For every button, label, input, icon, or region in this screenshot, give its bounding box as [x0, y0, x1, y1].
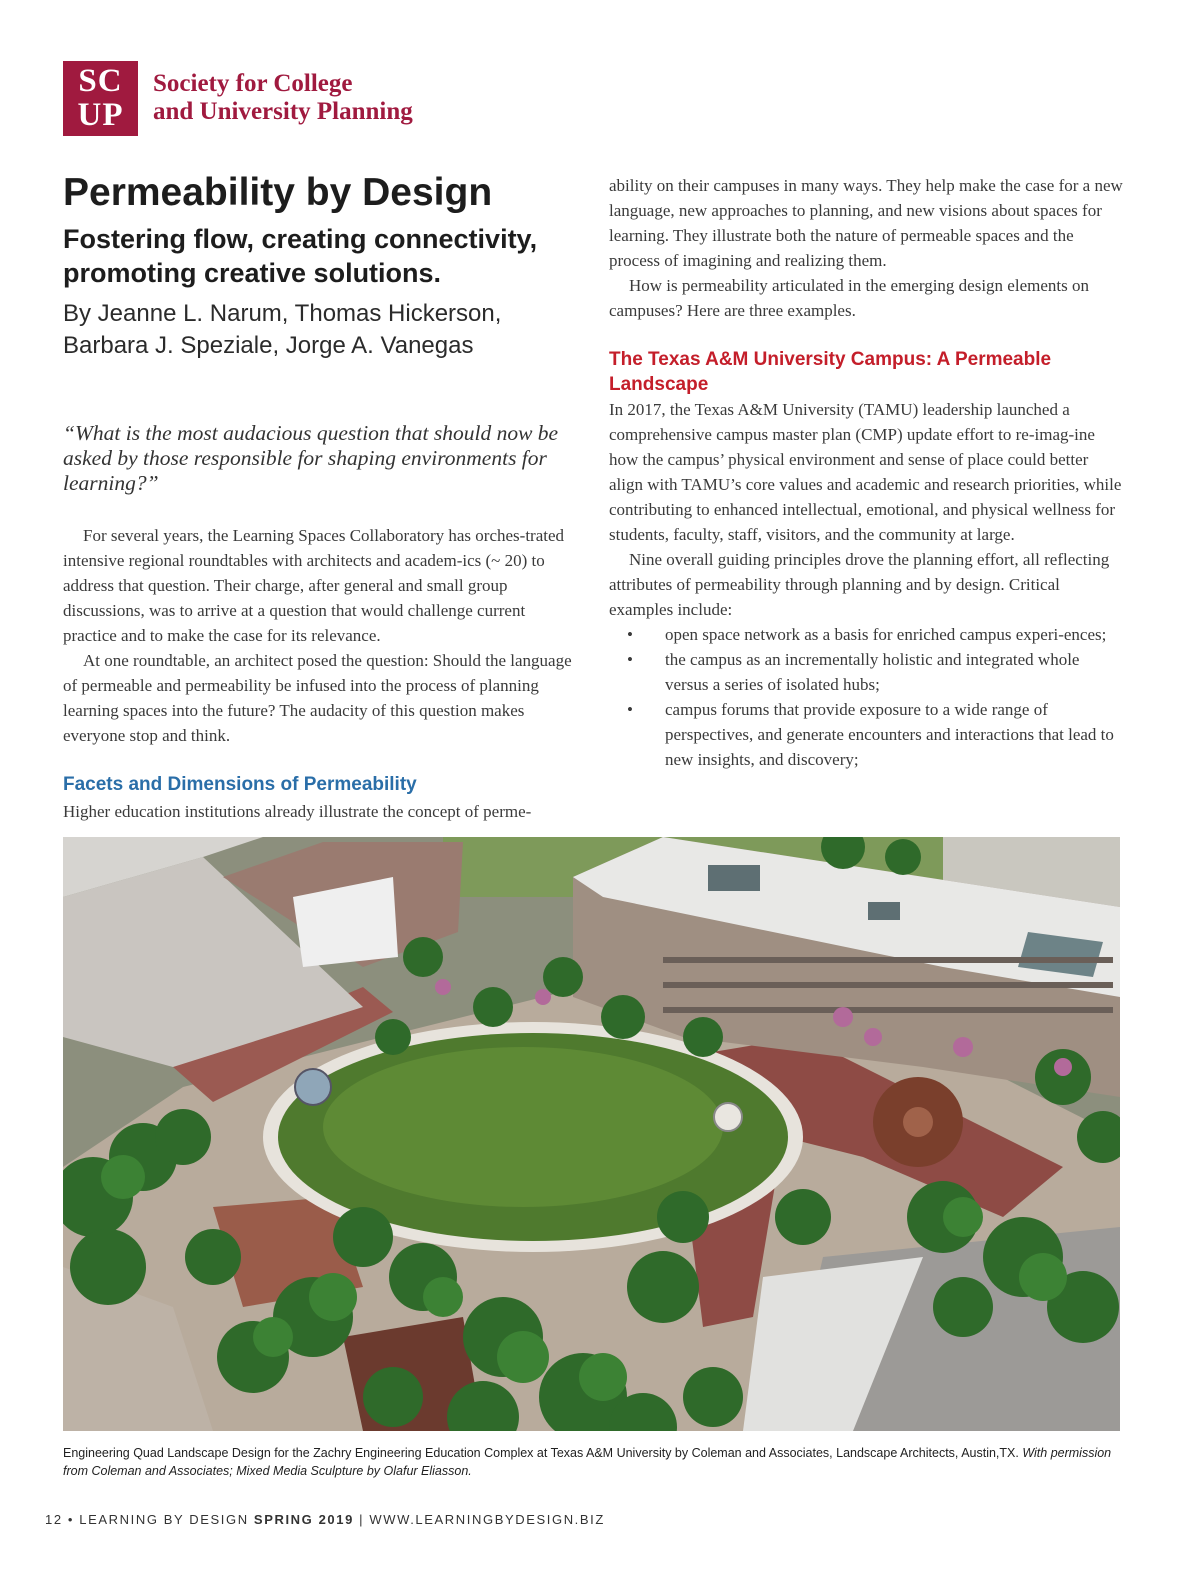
- list-item: • open space network as a basis for enriched campus experi-ences;: [609, 622, 1124, 647]
- left-paragraph-2: At one roundtable, an architect posed the question: Should the language of permeable and permeability be infused into the process of planning learning spaces into the future? The audacity of this question makes everyone stop and think.: [63, 651, 572, 745]
- principles-list: [609, 622, 1124, 772]
- article-title: Permeability by Design: [63, 171, 493, 214]
- engineering-quad-rendering: [63, 837, 1120, 1431]
- pull-quote: “What is the most audacious question that should now be asked by those responsible for shaping environments for learning?”: [63, 421, 559, 495]
- footer-bullet: •: [67, 1512, 75, 1527]
- org-name-line2: and University Planning: [153, 98, 413, 125]
- section-heading-tamu: The Texas A&M University Campus: A Permeable Landscape: [609, 349, 1052, 395]
- caption-text: Engineering Quad Landscape Design for the Zachry Engineering Education Complex at Texas A&M University by Coleman and Associates, Landscape Architects, Austin,TX.: [63, 1446, 1023, 1460]
- right-paragraph-1: ability on their campuses in many ways. They help make the case for a new language, new approaches to planning, and new visions about spaces for learning. They illustrate both the nature of permeable spaces and the process of imagining and realizing them.: [609, 176, 1123, 270]
- article-subtitle: Fostering flow, creating connectivity, promoting creative solutions.: [63, 224, 538, 288]
- figure-caption: [63, 1444, 1120, 1480]
- organization-name: [153, 70, 473, 126]
- left-paragraph-3: Higher education institutions already illustrate the concept of perme-: [63, 802, 532, 821]
- right-paragraph-3: In 2017, the Texas A&M University (TAMU) leadership launched a comprehensive campus master plan (CMP) update effort to re-imag-ine how the campus’ physical environment and sense of place could better align with TAMU’s core values and academic and research priorities, while contributing to enhanced intellectual, emotional, and physical wellness for students, faculty, staff, visitors, and the community at large.: [609, 400, 1122, 544]
- footer-divider: |: [359, 1512, 365, 1527]
- section-heading-facets: Facets and Dimensions of Permeability: [63, 774, 417, 795]
- byline-line2: Barbara J. Speziale, Jorge A. Vanegas: [63, 332, 474, 359]
- left-paragraph-1: For several years, the Learning Spaces Collaboratory has orches-trated intensive regional roundtables with architects and academ-ics (~ 20) to address that question. Their charge, after general and small group discussions, was to arrive at a question that would challenge current practice and to make the case for its relevance.: [63, 526, 565, 645]
- page-number: 12: [45, 1512, 63, 1527]
- caption-credit: With permission from Coleman and Associates; Mixed Media Sculpture by Olafur Eliasson.: [63, 1446, 1112, 1478]
- article-byline: [63, 298, 583, 362]
- logo-text-line1: SC: [78, 63, 123, 99]
- right-paragraph-4: Nine overall guiding principles drove the planning effort, all reflecting attributes of permeability through planning and by design. Critical examples include:: [609, 550, 1110, 619]
- left-column: [63, 523, 573, 824]
- aerial-landscape-illustration: [63, 837, 1120, 1431]
- list-item: • the campus as an incrementally holistic and integrated whole versus a series of isolated hubs;: [609, 647, 1124, 697]
- page-footer: [45, 1512, 845, 1527]
- issue-label: SPRING 2019: [253, 1512, 354, 1527]
- magazine-url: WWW.LEARNINGBYDESIGN.BIZ: [369, 1512, 605, 1527]
- scup-logo: [63, 61, 138, 136]
- org-name-line1: Society for College: [153, 70, 353, 97]
- byline-line1: By Jeanne L. Narum, Thomas Hickerson,: [63, 300, 502, 327]
- list-item: • campus forums that provide exposure to a wide range of perspectives, and generate encounters and interactions that lead to new insights, and discovery;: [609, 697, 1124, 772]
- right-column: [609, 173, 1124, 772]
- magazine-name: LEARNING BY DESIGN: [79, 1512, 249, 1527]
- logo-text-line2: UP: [77, 97, 124, 133]
- right-paragraph-2: How is permeability articulated in the emerging design elements on campuses? Here are three examples.: [609, 276, 1089, 320]
